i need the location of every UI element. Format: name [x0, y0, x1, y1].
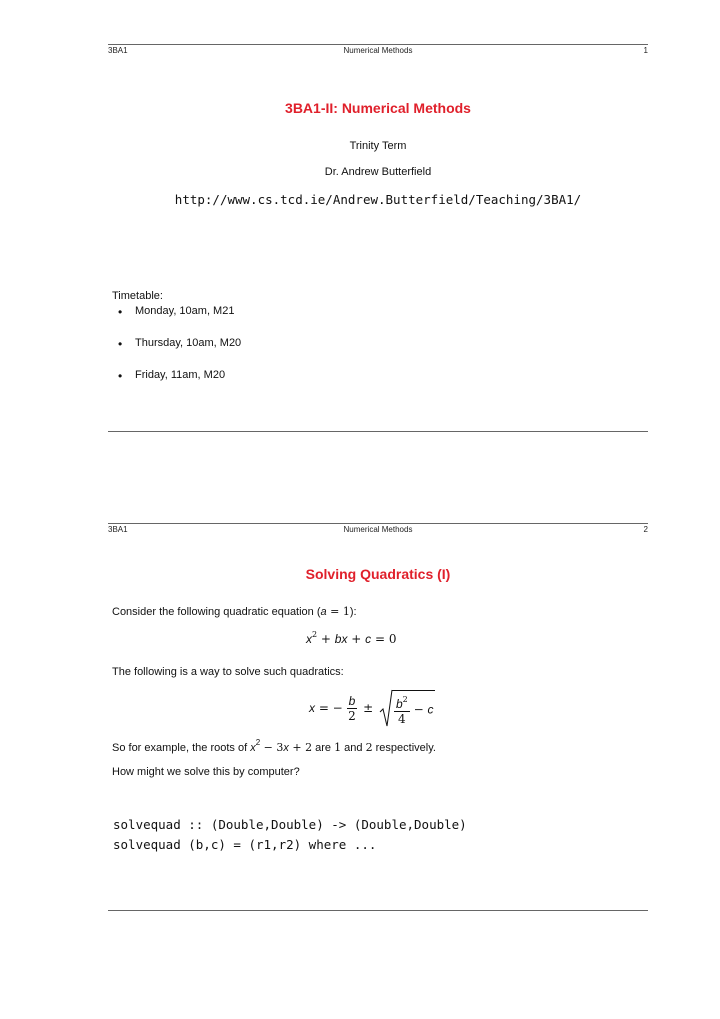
list-item: • Thursday, 10am, M20 [118, 337, 242, 351]
code-line-definition: solvequad (b,c) = (r1,r2) where ... [113, 837, 377, 852]
header-subject: Numerical Methods [343, 525, 413, 534]
sqrt-icon [379, 688, 393, 728]
header-subject: Numerical Methods [343, 46, 413, 55]
slide-1 [0, 0, 720, 470]
header-course: 3BA1 [108, 525, 128, 534]
header-course: 3BA1 [108, 46, 128, 55]
bullet-icon: • [118, 305, 123, 319]
footer-rule [108, 431, 648, 432]
slide-title: 3BA1-II: Numerical Methods [285, 100, 471, 116]
slide-header [108, 525, 648, 539]
header-rule [108, 44, 648, 45]
slide-header [108, 46, 648, 60]
bullet-icon: • [118, 337, 123, 351]
quadratic-equation: $x^2$ + bx + c = 0 [306, 630, 397, 646]
bullet-icon: • [118, 369, 123, 383]
author-text: Dr. Andrew Butterfield [324, 166, 432, 178]
quadratic-formula: x = − $\frac{b}{2}$ ± $\frac{b^2}{4}$ − c [309, 688, 435, 730]
timetable-list [118, 305, 241, 401]
slide-2 [0, 480, 720, 940]
course-url[interactable]: http://www.cs.tcd.ie/Andrew.Butterfield/Teaching/3BA1/ [174, 192, 582, 207]
footer-rule [108, 910, 648, 911]
question-text: How might we solve this by computer? [112, 766, 300, 778]
list-item: • Monday, 10am, M21 [118, 305, 235, 319]
intro-text: Consider the following quadratic equation (a = 1): [112, 605, 357, 618]
list-item: • Friday, 11am, M20 [118, 369, 226, 383]
header-page-number: 2 [643, 525, 648, 534]
example-text: So for example, the roots of $x^2 - 3x + 2$ are 1 and 2 respectively. [112, 738, 436, 754]
term-text: Trinity Term [349, 140, 407, 152]
method-text: The following is a way to solve such quadratics: [112, 666, 344, 678]
slide-title: Solving Quadratics (I) [305, 566, 451, 582]
header-rule [108, 523, 648, 524]
code-line-signature: solvequad :: (Double,Double) -> (Double,Double) [113, 817, 467, 832]
timetable-label: Timetable: [112, 290, 163, 302]
header-page-number: 1 [643, 46, 648, 55]
